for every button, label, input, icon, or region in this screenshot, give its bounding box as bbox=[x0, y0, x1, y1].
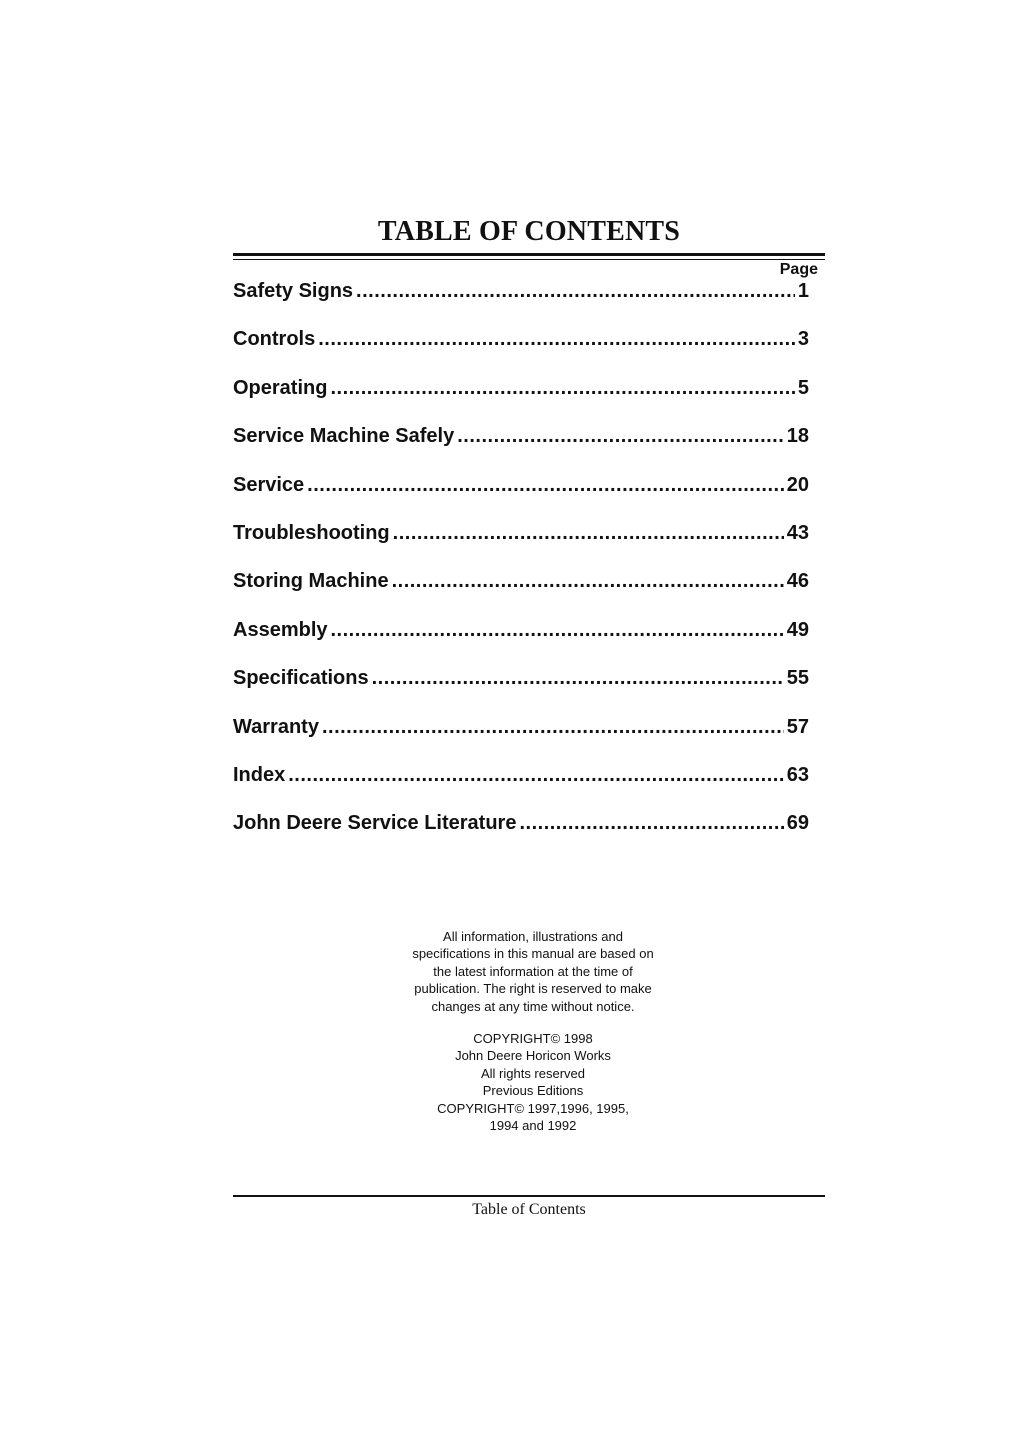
toc-entry-page: 63 bbox=[786, 763, 809, 786]
toc-entry-label: Assembly bbox=[233, 618, 328, 641]
toc-entry[interactable] bbox=[233, 812, 809, 860]
notice-line: publication. The right is reserved to make bbox=[414, 981, 652, 997]
toc-entry-page: 69 bbox=[786, 812, 809, 835]
toc-entry-label: Safety Signs bbox=[233, 280, 354, 302]
toc-entry[interactable] bbox=[233, 328, 809, 376]
toc-list bbox=[233, 280, 809, 861]
notice-line: All information, illustrations and bbox=[443, 929, 623, 944]
toc-entry-label: Index bbox=[233, 763, 286, 786]
toc-entry-label: Storing Machine bbox=[233, 570, 389, 593]
footer-label: Table of Contents bbox=[472, 1201, 586, 1218]
toc-dot-leader bbox=[288, 764, 784, 787]
toc-entry-page: 57 bbox=[786, 715, 809, 738]
toc-entry-label: Operating bbox=[233, 376, 328, 399]
toc-entry-label: Service bbox=[233, 473, 305, 496]
notice-line: specifications in this manual are based on bbox=[412, 946, 654, 962]
notice-line: changes at any time without notice. bbox=[431, 998, 635, 1014]
toc-entry[interactable] bbox=[233, 522, 809, 570]
toc-entry-page: 18 bbox=[786, 425, 809, 448]
toc-dot-leader bbox=[356, 280, 795, 303]
toc-dot-leader bbox=[519, 812, 783, 835]
toc-dot-leader bbox=[330, 377, 794, 400]
toc-entry-label: Specifications bbox=[233, 667, 369, 690]
toc-dot-leader bbox=[307, 474, 784, 497]
page-column-label: Page bbox=[779, 261, 818, 278]
disclaimer-notice bbox=[383, 928, 683, 1015]
copyright-line: All rights reserved bbox=[480, 1065, 586, 1081]
footer-rule bbox=[233, 1195, 825, 1197]
toc-dot-leader bbox=[457, 425, 784, 448]
copyright-line: John Deere Horicon Works bbox=[455, 1048, 611, 1064]
toc-entry-label: John Deere Service Literature bbox=[233, 812, 517, 835]
toc-entry-page: 43 bbox=[786, 521, 809, 544]
toc-entry-page: 5 bbox=[797, 376, 809, 399]
title-rule-thick bbox=[233, 253, 825, 256]
toc-entry-label: Controls bbox=[233, 328, 316, 351]
toc-dot-leader bbox=[318, 328, 795, 351]
toc-entry-page: 46 bbox=[786, 570, 809, 593]
copyright-line: COPYRIGHT© 1998 bbox=[473, 1031, 593, 1046]
toc-entry-label: Service Machine Safely bbox=[233, 425, 455, 448]
toc-dot-leader bbox=[393, 522, 784, 545]
toc-entry[interactable] bbox=[233, 716, 809, 764]
notice-line: the latest information at the time of bbox=[433, 963, 633, 979]
page-title: TABLE OF CONTENTS bbox=[377, 216, 681, 247]
toc-entry[interactable] bbox=[233, 377, 809, 425]
toc-entry[interactable] bbox=[233, 570, 809, 618]
toc-entry-label: Troubleshooting bbox=[233, 521, 390, 544]
toc-dot-leader bbox=[392, 570, 784, 593]
toc-entry-page: 20 bbox=[786, 473, 809, 496]
copyright-block bbox=[383, 1030, 683, 1134]
toc-dot-leader bbox=[322, 716, 784, 739]
toc-entry-page: 1 bbox=[797, 280, 809, 302]
toc-entry-label: Warranty bbox=[233, 715, 319, 738]
toc-entry[interactable] bbox=[233, 474, 809, 522]
toc-entry[interactable] bbox=[233, 764, 809, 812]
toc-entry[interactable] bbox=[233, 619, 809, 667]
toc-entry[interactable] bbox=[233, 280, 809, 328]
toc-entry-page: 3 bbox=[797, 328, 809, 351]
copyright-line: Previous Editions bbox=[482, 1083, 584, 1099]
copyright-line: COPYRIGHT© 1997,1996, 1995, bbox=[437, 1100, 629, 1116]
copyright-line: 1994 and 1992 bbox=[489, 1118, 577, 1134]
toc-entry-page: 55 bbox=[786, 667, 809, 690]
toc-entry[interactable] bbox=[233, 425, 809, 473]
toc-entry-page: 49 bbox=[786, 618, 809, 641]
toc-dot-leader bbox=[331, 619, 784, 642]
toc-entry[interactable] bbox=[233, 667, 809, 715]
title-rule-thin bbox=[233, 259, 825, 260]
toc-dot-leader bbox=[372, 667, 784, 690]
